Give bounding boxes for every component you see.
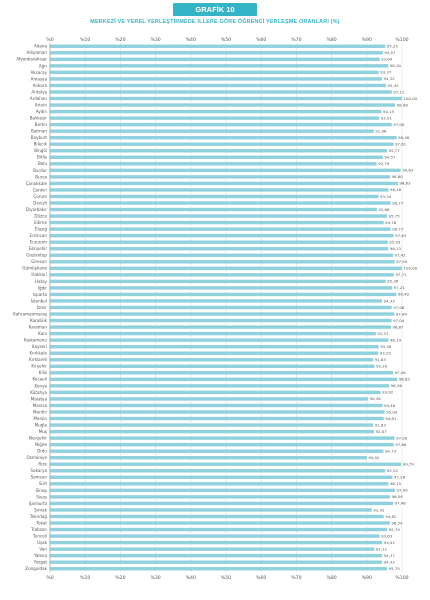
bar	[50, 227, 391, 230]
bar	[50, 214, 387, 217]
data-label: 93,25	[379, 350, 391, 356]
data-label: 93,64	[381, 56, 393, 62]
data-label: 97,90	[396, 259, 408, 265]
bar	[50, 384, 389, 387]
x-tick-label-top: %50	[220, 38, 232, 43]
bar	[50, 345, 379, 348]
data-label: 97,09	[393, 121, 405, 127]
data-label: 95,09	[386, 409, 398, 415]
data-label: 97,42	[394, 252, 406, 258]
category-label: Giresun	[31, 259, 47, 265]
bar	[50, 567, 387, 570]
data-label: 91,83	[374, 357, 386, 363]
data-label: 96,60	[391, 174, 403, 180]
data-label: 91,42	[373, 507, 385, 513]
x-tick-label-top: %10	[80, 38, 91, 43]
category-label: Muş	[38, 428, 47, 434]
bar	[50, 417, 384, 420]
data-label: 95,24	[386, 468, 398, 474]
bar	[50, 332, 376, 335]
category-label: Afyonkarahisar	[16, 56, 47, 62]
data-label: 97,84	[395, 311, 408, 317]
category-label: Aydın	[35, 108, 47, 114]
chart-badge: GRAFİK 10	[173, 3, 257, 16]
category-label: Nevşehir	[28, 435, 47, 441]
bar	[50, 547, 374, 550]
category-label: Kayseri	[31, 344, 47, 350]
category-label: Çorum	[33, 193, 47, 199]
category-label: Van	[39, 546, 47, 552]
data-label: 99,79	[402, 461, 414, 467]
x-tick-label-top: %0	[46, 38, 54, 43]
category-label: Tokat	[36, 520, 47, 526]
category-label: Mersin	[33, 415, 47, 421]
data-label: 90,38	[369, 396, 381, 402]
bar	[50, 371, 393, 374]
data-label: 97,71	[395, 272, 407, 278]
data-label: 97,11	[393, 89, 405, 95]
data-label: 100,00	[403, 265, 418, 271]
category-label: Muğla	[34, 422, 47, 428]
category-label: Diyarbakır	[25, 206, 47, 212]
bar	[50, 143, 394, 146]
data-label: 97,46	[394, 370, 406, 376]
category-label: Uşak	[36, 540, 47, 546]
x-tick-label-top: %40	[185, 38, 196, 43]
category-label: Rize	[38, 461, 47, 467]
category-label: Yozgat	[33, 559, 47, 565]
data-label: 92,86	[378, 206, 390, 212]
data-label: 95,25	[386, 43, 398, 49]
category-label: Manisa	[32, 402, 47, 408]
category-label: Elazığ	[34, 226, 47, 232]
bar	[50, 45, 385, 48]
data-label: 97,61	[395, 141, 407, 147]
data-label: 93,34	[380, 193, 392, 199]
data-label: 94,57	[384, 50, 396, 56]
data-label: 97,66	[395, 441, 407, 447]
bar	[50, 541, 382, 544]
x-tick-label-bottom: %70	[291, 576, 302, 581]
bar	[50, 365, 375, 368]
data-label: 99,63	[402, 167, 414, 173]
data-label: 91,83	[374, 422, 386, 428]
category-label: Tekirdağ	[29, 513, 47, 519]
data-label: 97,08	[393, 304, 405, 310]
data-label: 92,20	[376, 363, 388, 369]
data-label: 94,15	[382, 108, 395, 114]
category-label: Kocaeli	[32, 376, 47, 382]
data-label: 93,37	[380, 69, 392, 75]
data-label: 94,73	[384, 448, 397, 454]
bar	[50, 162, 377, 165]
data-label: 92,12	[375, 546, 387, 552]
bar	[50, 208, 377, 211]
bar	[50, 97, 402, 100]
data-label: 95,93	[389, 239, 401, 245]
data-label: 97,04	[393, 317, 405, 323]
category-label: Kırşehir	[31, 363, 47, 369]
data-label: 97,99	[396, 487, 408, 493]
category-label: Trabzon	[31, 526, 47, 532]
bar	[50, 456, 367, 459]
category-label: Bayburt	[30, 135, 47, 141]
bar	[50, 325, 391, 328]
data-label: 96,77	[392, 200, 404, 206]
x-tick-label-bottom: %40	[185, 576, 196, 581]
data-label: 94,33	[383, 559, 395, 565]
data-label: 97,63	[395, 232, 407, 238]
bar	[50, 489, 395, 492]
data-label: 97,28	[393, 474, 406, 480]
data-label: 95,77	[388, 148, 400, 154]
category-label: Sivas	[36, 494, 47, 500]
bar	[50, 136, 397, 139]
x-tick-label-bottom: %100	[395, 576, 409, 581]
data-label: 94,78	[385, 219, 397, 225]
category-label: Bolu	[37, 161, 47, 167]
category-label: Kırklareli	[29, 357, 47, 363]
data-label: 94,37	[383, 552, 395, 558]
bar	[50, 469, 385, 472]
category-label: Niğde	[35, 442, 47, 448]
data-label: 96,16	[389, 187, 402, 193]
data-label: 96,87	[392, 324, 404, 330]
bar	[50, 123, 392, 126]
bar	[50, 90, 392, 93]
bar	[50, 358, 373, 361]
data-label: 95,75	[388, 566, 400, 572]
data-label: 96,36	[390, 383, 402, 389]
x-tick-label-bottom: %90	[361, 576, 372, 581]
bar	[50, 273, 394, 276]
bar	[50, 534, 380, 537]
bar	[50, 221, 384, 224]
bar	[50, 201, 391, 204]
data-label: 97,21	[393, 285, 405, 291]
category-label: Iğdır	[37, 285, 47, 291]
bar	[50, 482, 388, 485]
x-tick-label-bottom: %0	[46, 576, 54, 581]
category-label: Amasya	[30, 76, 47, 82]
bar	[50, 423, 373, 426]
category-label: Hakkari	[31, 272, 47, 278]
bar	[50, 404, 382, 407]
category-label: Tunceli	[32, 533, 47, 539]
bar	[50, 64, 388, 67]
x-tick-label-top: %100	[395, 38, 409, 43]
category-label: Yalova	[33, 553, 47, 559]
category-label: Aksaray	[30, 69, 47, 75]
category-label: Erzurum	[29, 239, 47, 245]
category-label: Isparta	[32, 291, 47, 297]
x-tick-label-bottom: %10	[80, 576, 91, 581]
bar	[50, 156, 383, 159]
category-label: Kahramanmaraş	[13, 311, 47, 317]
bar	[50, 116, 379, 119]
bar	[50, 443, 394, 446]
category-label: Konya	[34, 383, 47, 389]
data-label: 96,15	[389, 481, 402, 487]
bar	[50, 463, 401, 466]
category-label: Gaziantep	[26, 252, 47, 258]
bar	[50, 306, 392, 309]
data-label: 96,77	[392, 226, 404, 232]
bar	[50, 240, 388, 243]
data-label: 94,33	[383, 298, 395, 304]
bar	[50, 436, 395, 439]
bar	[50, 476, 392, 479]
category-label: Artvin	[34, 102, 47, 108]
data-label: 100,00	[403, 95, 418, 101]
category-label: Karaman	[28, 324, 47, 330]
x-tick-label-top: %80	[326, 38, 337, 43]
category-label: Bitlis	[37, 154, 47, 160]
data-label: 97,90	[396, 435, 408, 441]
x-tick-label-top: %90	[361, 38, 372, 43]
category-label: Bilecik	[33, 141, 47, 147]
bar	[50, 260, 395, 263]
category-label: Batman	[30, 128, 47, 134]
category-label: Kırıkkale	[29, 350, 47, 356]
data-label: 98,48	[398, 134, 410, 140]
bar	[50, 338, 388, 341]
bar	[50, 378, 397, 381]
bar	[50, 129, 374, 132]
bar	[50, 77, 382, 80]
category-label: Karabük	[30, 317, 47, 323]
category-label: Çanakkale	[25, 180, 47, 186]
category-label: Antalya	[31, 89, 47, 95]
category-label: Kastamonu	[23, 337, 47, 343]
x-tick-label-bottom: %20	[115, 576, 126, 581]
data-label: 94,57	[384, 154, 396, 160]
data-label: 95,75	[388, 213, 400, 219]
bar	[50, 561, 382, 564]
bar	[50, 71, 379, 74]
data-label: 93,38	[380, 343, 392, 349]
bar	[50, 521, 390, 524]
data-label: 92,79	[378, 161, 390, 167]
category-label: Hatay	[34, 278, 47, 284]
category-label: Edirne	[33, 219, 47, 225]
x-tick-label-bottom: %50	[220, 576, 232, 581]
bar	[50, 149, 387, 152]
bar	[50, 247, 388, 250]
data-label: 98,40	[397, 291, 410, 297]
data-label: 97,46	[394, 500, 406, 506]
bar	[50, 299, 382, 302]
category-label: Şanlıurfa	[28, 500, 47, 506]
x-tick-label-top: %20	[115, 38, 126, 43]
category-label: Samsun	[30, 474, 47, 480]
data-label: 92,57	[377, 330, 389, 336]
data-label: 96,59	[391, 494, 403, 500]
bar	[50, 234, 394, 237]
data-label: 94,82	[385, 513, 397, 519]
data-label: 91,98	[375, 128, 387, 134]
bar	[50, 391, 381, 394]
category-label: Mardin	[33, 409, 47, 415]
bar	[50, 267, 402, 270]
bar	[50, 319, 392, 322]
bar	[50, 188, 388, 191]
category-label: Kars	[38, 331, 47, 337]
bar	[50, 293, 396, 296]
bar	[50, 312, 394, 315]
x-tick-label-bottom: %80	[326, 576, 337, 581]
data-label: 90,02	[368, 455, 380, 461]
data-label: 95,43	[387, 82, 399, 88]
bar	[50, 169, 401, 172]
data-label: 95,79	[388, 526, 400, 532]
category-label: İstanbul	[30, 298, 47, 304]
bar	[50, 280, 386, 283]
chart-title: MERKEZİ VE YEREL YERLEŞTİRMEDE İLLERE GÖRE ÖĞRENCİ YERLEŞME ORANLARI (%)	[90, 19, 340, 25]
x-tick-label-top: %30	[150, 38, 161, 43]
bar	[50, 286, 392, 289]
category-label: Sakarya	[30, 468, 47, 474]
data-label: 96,54	[391, 520, 403, 526]
category-label: Ankara	[32, 82, 47, 88]
category-label: Bartın	[34, 122, 47, 128]
bar	[50, 495, 390, 498]
category-label: Adana	[34, 43, 47, 49]
data-label: 98,83	[399, 180, 411, 186]
bar	[50, 110, 381, 113]
data-label: 92,07	[375, 428, 387, 434]
bar	[50, 449, 383, 452]
category-label: Gümüşhane	[22, 265, 47, 271]
bar	[50, 430, 374, 433]
category-label: Adıyaman	[26, 50, 47, 56]
bar	[50, 528, 387, 531]
data-label: 94,32	[383, 76, 395, 82]
bar	[50, 84, 386, 87]
category-label: Malatya	[30, 396, 47, 402]
category-label: Osmaniye	[26, 455, 47, 461]
bar	[50, 502, 393, 505]
data-label: 93,92	[382, 389, 394, 395]
bar	[50, 58, 380, 61]
bar	[50, 352, 378, 355]
x-tick-label-bottom: %60	[256, 576, 267, 581]
category-label: Kütahya	[30, 389, 47, 395]
data-label: 94,42	[383, 539, 395, 545]
category-label: Ardahan	[29, 95, 47, 101]
bar	[50, 515, 384, 518]
category-label: Balıkesir	[29, 115, 47, 121]
bar	[50, 175, 390, 178]
x-tick-label-top: %70	[291, 38, 302, 43]
category-label: Ordu	[36, 448, 47, 454]
bar	[50, 397, 368, 400]
bar	[50, 195, 379, 198]
x-tick-label-top: %60	[256, 38, 267, 43]
bar	[50, 254, 393, 257]
category-label: Ağrı	[38, 63, 47, 69]
data-label: 96,14	[389, 337, 402, 343]
data-label: 96,10	[389, 63, 401, 69]
data-label: 98,65	[398, 376, 410, 382]
category-label: Burdur	[33, 167, 47, 173]
category-label: Düzce	[34, 213, 47, 219]
data-label: 98,06	[396, 102, 408, 108]
category-label: Zonguldak	[25, 566, 47, 572]
category-label: İzmir	[36, 304, 47, 310]
category-label: Erzincan	[29, 233, 47, 239]
data-label: 94,46	[383, 402, 396, 408]
data-label: 93,63	[381, 533, 393, 539]
category-label: Denizli	[33, 200, 47, 206]
data-label: 96,13	[389, 246, 402, 252]
bar	[50, 182, 398, 185]
x-tick-label-bottom: %30	[150, 576, 161, 581]
bar	[50, 51, 383, 54]
data-label: 95,36	[387, 278, 399, 284]
category-label: Şırnak	[34, 507, 47, 513]
category-label: Sinop	[35, 487, 47, 493]
category-label: Bingöl	[34, 148, 47, 154]
category-label: Eskişehir	[28, 246, 47, 252]
data-label: 94,81	[385, 415, 397, 421]
bar	[50, 410, 385, 413]
category-label: Çankırı	[32, 187, 47, 193]
category-label: Siirt	[38, 481, 47, 487]
bar	[50, 554, 382, 557]
data-label: 93,51	[380, 115, 392, 121]
bar	[50, 103, 395, 106]
category-label: Bursa	[35, 174, 47, 180]
bar	[50, 508, 372, 511]
category-label: Kilis	[38, 370, 47, 376]
